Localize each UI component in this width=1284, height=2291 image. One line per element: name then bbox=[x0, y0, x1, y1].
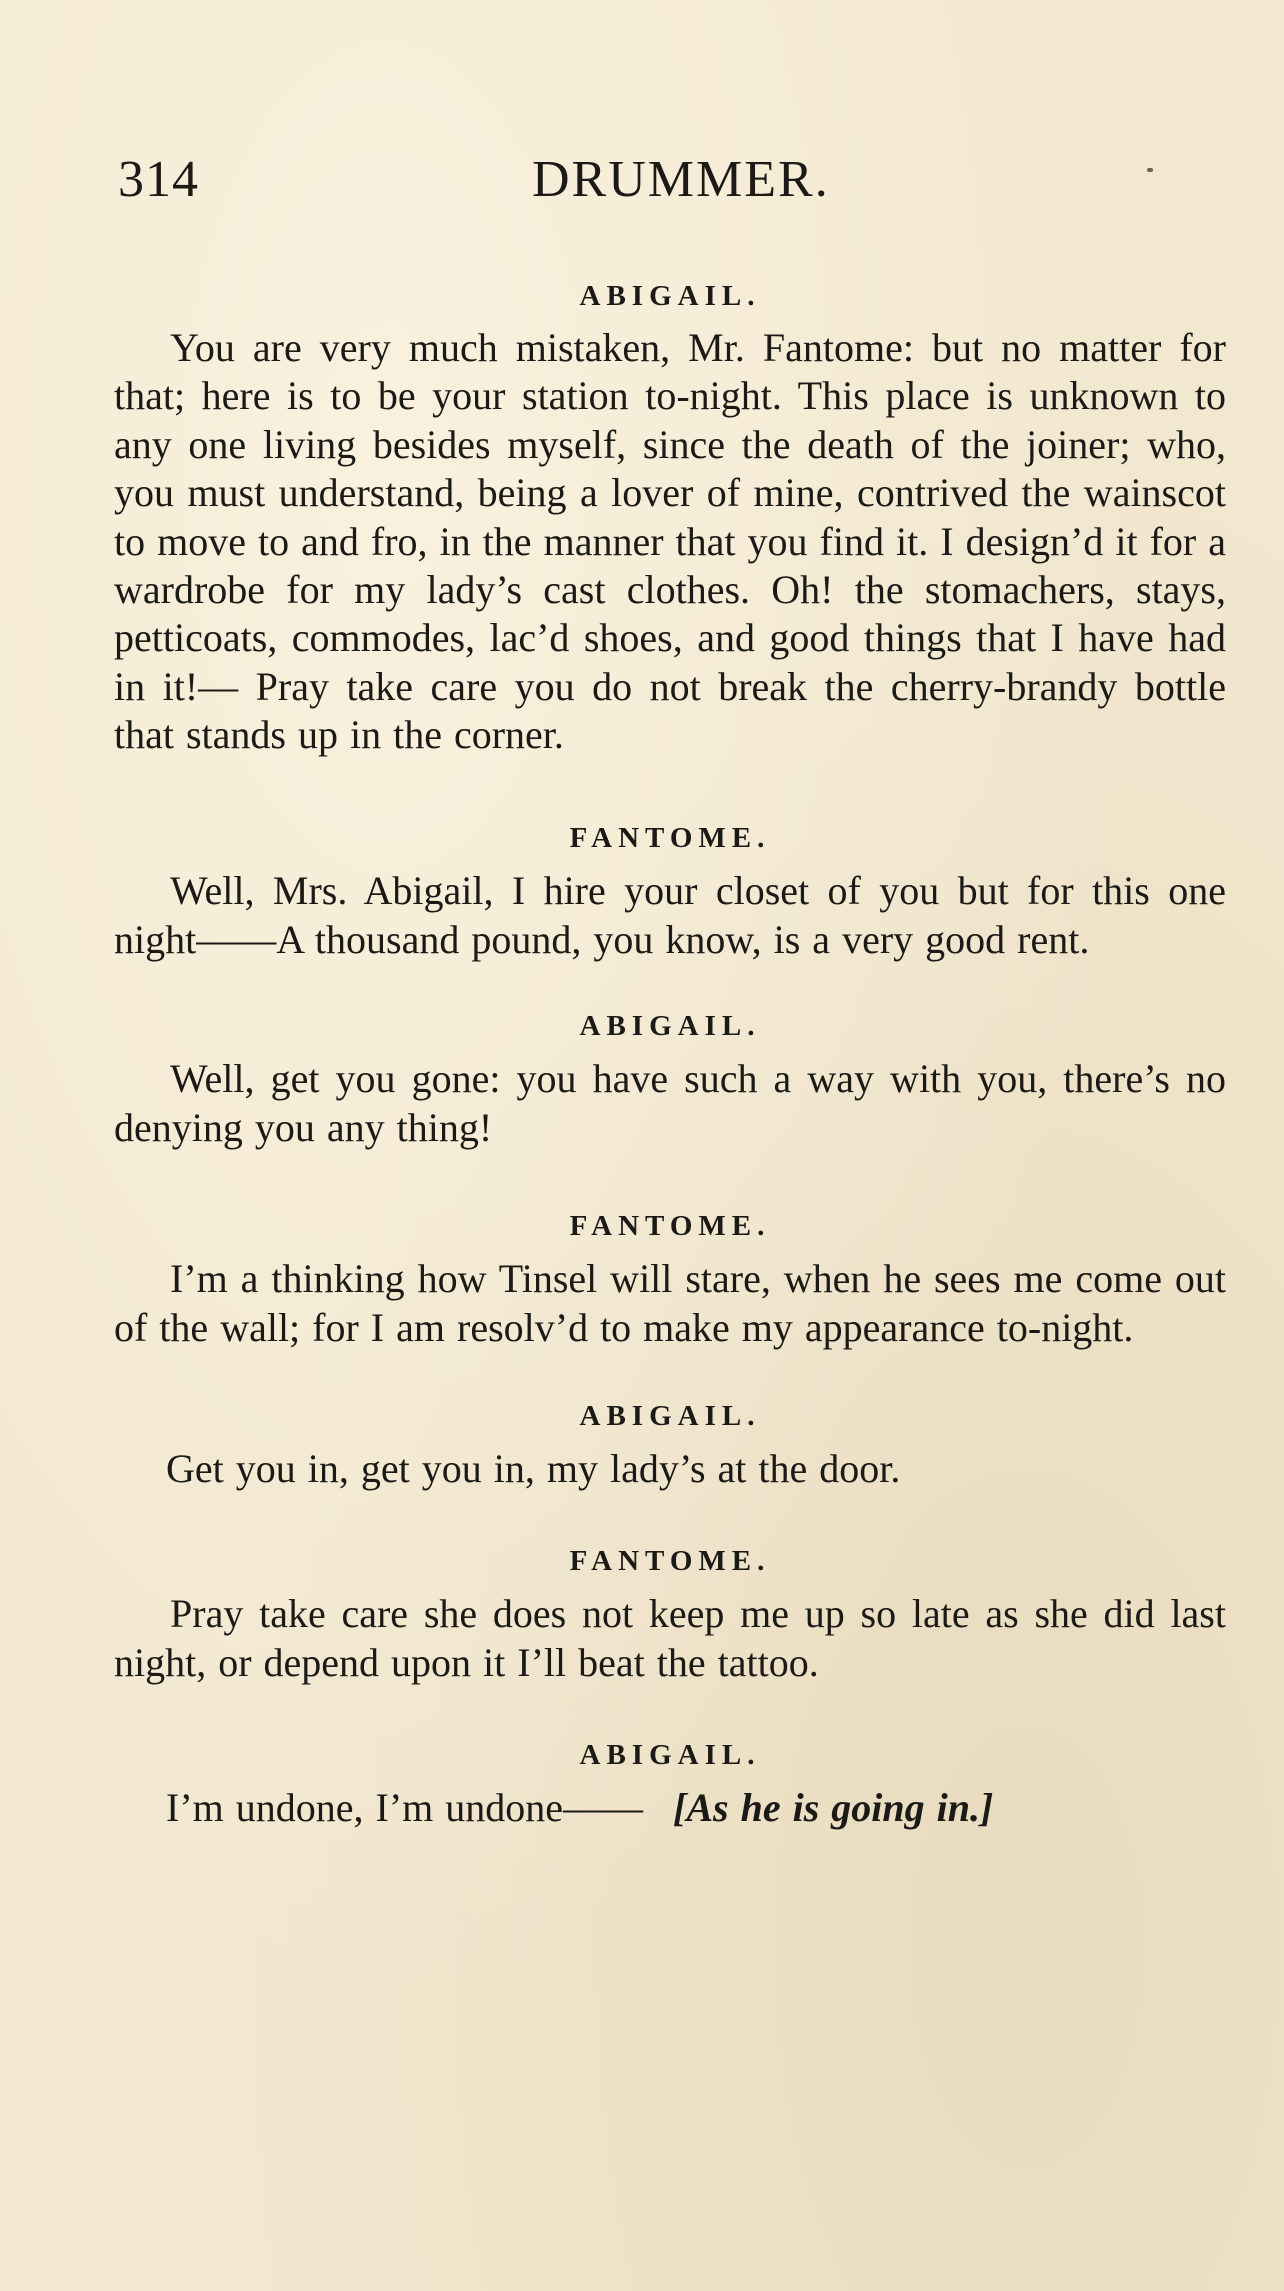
speech-paragraph: Get you in, get you in, my lady’s at the door. bbox=[166, 1445, 901, 1491]
speaker-name: FANTOME. bbox=[569, 1544, 771, 1577]
speech-paragraph: Pray take care she does not keep me up so late as she did last night, or depend upon it I’ll beat the tattoo. bbox=[114, 1590, 1226, 1685]
speech-paragraph: I’m a thinking how Tinsel will stare, when he sees me come out of the wall; for I am resolv’d to make my appearance to-night. bbox=[114, 1255, 1226, 1350]
speaker-name: ABIGAIL. bbox=[579, 280, 761, 312]
speaker-name: FANTOME. bbox=[569, 821, 771, 854]
speech-paragraph bbox=[114, 1783, 1226, 1832]
stage-direction: [As he is going in.] bbox=[673, 1784, 994, 1830]
play-text bbox=[114, 268, 1226, 1874]
speaker-name: FANTOME. bbox=[569, 1209, 771, 1242]
page-header bbox=[118, 150, 1218, 220]
ink-mark bbox=[1147, 168, 1153, 172]
page-number: 314 bbox=[118, 151, 199, 208]
speech-text: I’m undone, I’m undone—— bbox=[166, 1784, 644, 1830]
speaker-name: ABIGAIL. bbox=[579, 1738, 761, 1771]
speech-paragraph: You are very much mistaken, Mr. Fantome: but no matter for that; here is to be your station to-night. This place is unknown to any one living besides myself, since the death of the joiner; who, you must understand, being a lover of mine, contrived the wainscot to move to and fro, in the manner that you find it. I design’d it for a wardrobe for my lady’s cast clothes. Oh! the stomachers, stays, petticoats, commodes, lac’d shoes, and good things that I have had in it!— Pray take care you do not break the cherry-brandy bottle that stands up in the corner. bbox=[114, 325, 1226, 758]
speaker-name: ABIGAIL. bbox=[579, 1399, 761, 1432]
speaker-name: ABIGAIL. bbox=[579, 1009, 761, 1042]
running-title: DRUMMER. bbox=[532, 151, 830, 208]
speech-paragraph: Well, Mrs. Abigail, I hire your closet of you but for this one night——A thousand pound, you know, is a very good rent. bbox=[114, 867, 1226, 962]
speech-paragraph: Well, get you gone: you have such a way with you, there’s no denying you any thing! bbox=[114, 1055, 1226, 1150]
